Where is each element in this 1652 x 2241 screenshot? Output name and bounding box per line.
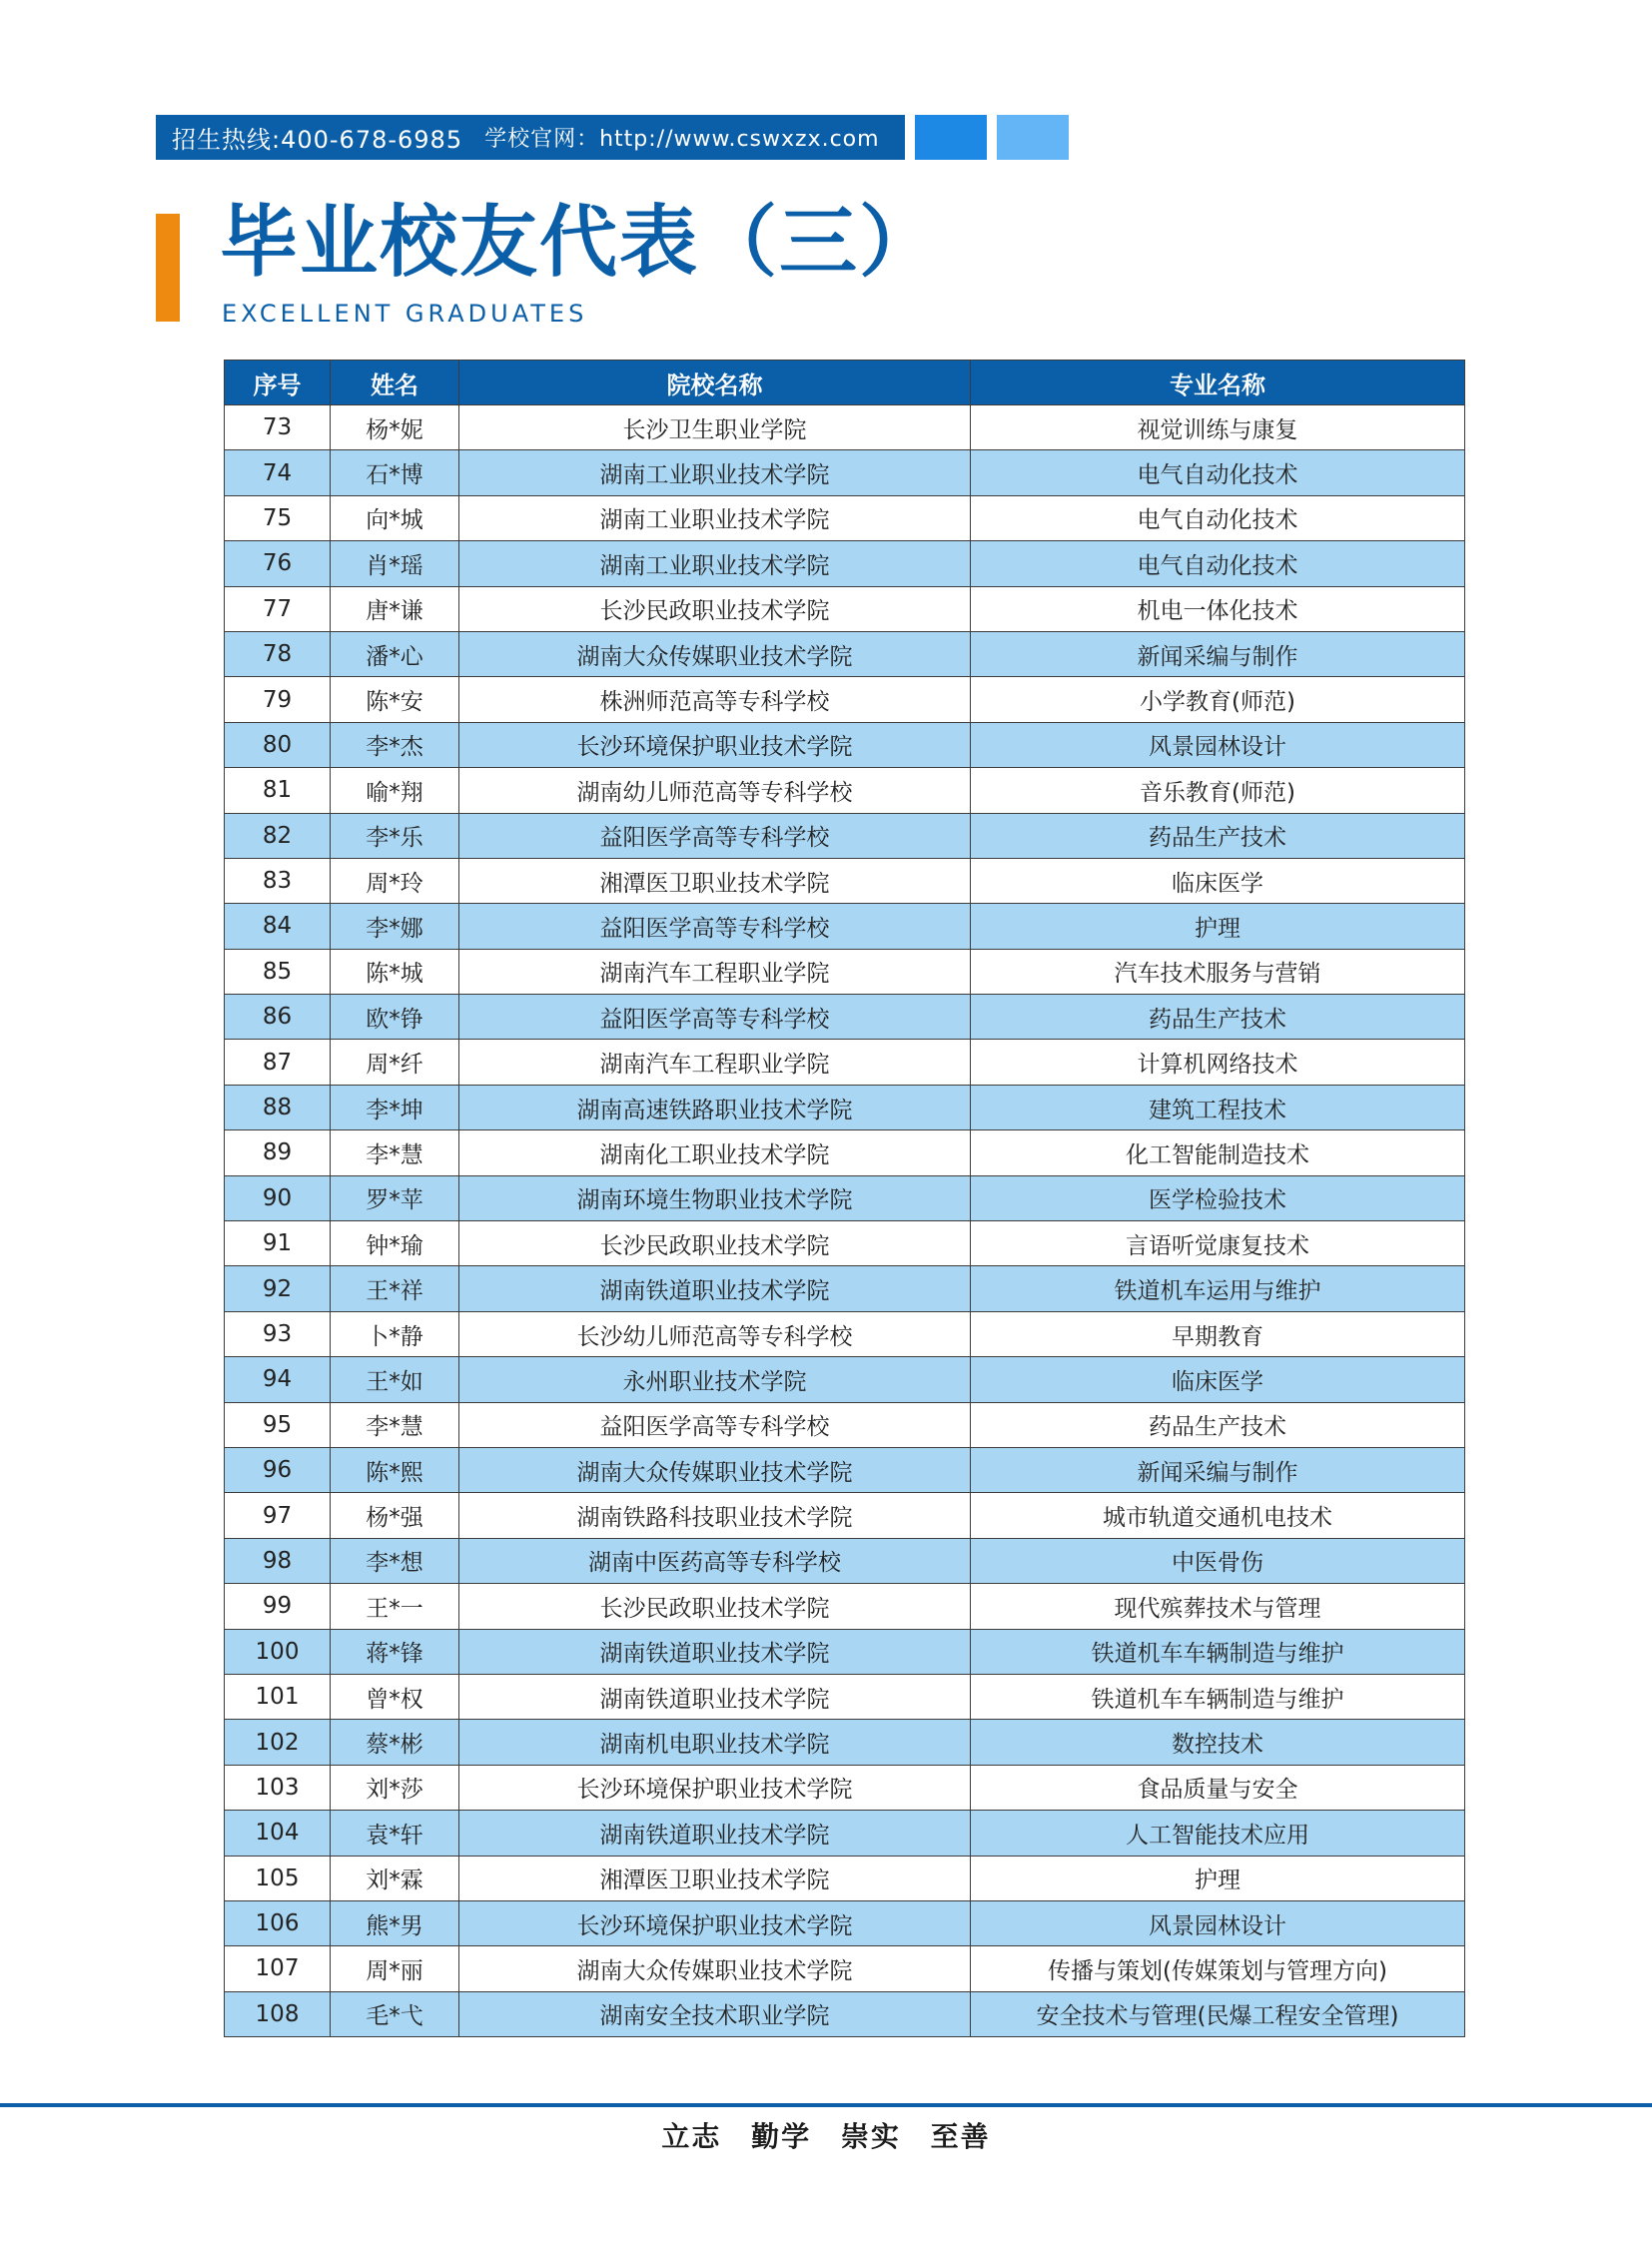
cell-index: 80 [225, 722, 331, 767]
cell-name: 杨*妮 [331, 405, 459, 450]
cell-index: 84 [225, 904, 331, 949]
cell-index: 94 [225, 1357, 331, 1402]
cell-name: 李*慧 [331, 1402, 459, 1447]
hotline-text: 招生热线:400-678-6985 [172, 126, 463, 154]
cell-name: 陈*熙 [331, 1447, 459, 1492]
cell-school: 湖南工业职业技术学院 [459, 541, 971, 586]
cell-name: 石*博 [331, 450, 459, 495]
cell-major: 铁道机车运用与维护 [971, 1266, 1465, 1311]
cell-major: 安全技术与管理(民爆工程安全管理) [971, 1991, 1465, 2036]
cell-name: 袁*轩 [331, 1811, 459, 1856]
cell-name: 潘*心 [331, 631, 459, 676]
cell-school: 益阳医学高等专科学校 [459, 813, 971, 858]
cell-school: 长沙环境保护职业技术学院 [459, 722, 971, 767]
table-row [225, 1765, 1465, 1810]
cell-major: 建筑工程技术 [971, 1085, 1465, 1129]
cell-school: 湖南铁道职业技术学院 [459, 1266, 971, 1311]
table-row [225, 1447, 1465, 1492]
table-row [225, 541, 1465, 586]
cell-name: 蒋*锋 [331, 1629, 459, 1674]
cell-school: 湖南铁路科技职业技术学院 [459, 1493, 971, 1538]
table-row [225, 1991, 1465, 2036]
cell-school: 湖南工业职业技术学院 [459, 450, 971, 495]
cell-index: 88 [225, 1085, 331, 1129]
cell-school: 长沙卫生职业学院 [459, 405, 971, 450]
cell-major: 早期教育 [971, 1311, 1465, 1356]
cell-school: 株洲师范高等专科学校 [459, 677, 971, 722]
cell-name: 陈*安 [331, 677, 459, 722]
cell-major: 汽车技术服务与营销 [971, 949, 1465, 994]
table-row [225, 1946, 1465, 1991]
cell-index: 89 [225, 1130, 331, 1175]
cell-index: 108 [225, 1991, 331, 2036]
cell-school: 长沙环境保护职业技术学院 [459, 1900, 971, 1945]
cell-index: 90 [225, 1175, 331, 1220]
cell-name: 唐*谦 [331, 586, 459, 631]
table-body [225, 405, 1465, 2037]
cell-school: 湖南汽车工程职业学院 [459, 949, 971, 994]
cell-name: 卜*静 [331, 1311, 459, 1356]
table-row [225, 949, 1465, 994]
table-row [225, 1493, 1465, 1538]
table-row [225, 1311, 1465, 1356]
cell-name: 罗*苹 [331, 1175, 459, 1220]
footer-motto: 立志 勤学 崇实 至善 [661, 2120, 991, 2153]
cell-school: 长沙民政职业技术学院 [459, 1584, 971, 1629]
cell-name: 李*杰 [331, 722, 459, 767]
cell-major: 铁道机车车辆制造与维护 [971, 1674, 1465, 1719]
table-row [225, 1629, 1465, 1674]
table-row [225, 813, 1465, 858]
cell-major: 计算机网络技术 [971, 1040, 1465, 1085]
cell-school: 长沙环境保护职业技术学院 [459, 1765, 971, 1810]
decor-block-dark [915, 115, 987, 160]
decor-block-light [997, 115, 1069, 160]
cell-major: 药品生产技术 [971, 995, 1465, 1040]
cell-index: 104 [225, 1811, 331, 1856]
table-row [225, 1900, 1465, 1945]
table-header-row [225, 361, 1465, 405]
cell-name: 周*丽 [331, 1946, 459, 1991]
cell-school: 湖南铁道职业技术学院 [459, 1674, 971, 1719]
cell-major: 新闻采编与制作 [971, 1447, 1465, 1492]
cell-school: 益阳医学高等专科学校 [459, 904, 971, 949]
cell-major: 护理 [971, 904, 1465, 949]
cell-index: 78 [225, 631, 331, 676]
cell-school: 永州职业技术学院 [459, 1357, 971, 1402]
table-row [225, 904, 1465, 949]
cell-name: 毛*弋 [331, 1991, 459, 2036]
page-title: 毕业校友代表（三） [220, 198, 940, 288]
cell-school: 湖南环境生物职业技术学院 [459, 1175, 971, 1220]
cell-name: 刘*莎 [331, 1765, 459, 1810]
cell-major: 电气自动化技术 [971, 450, 1465, 495]
cell-major: 小学教育(师范) [971, 677, 1465, 722]
cell-index: 92 [225, 1266, 331, 1311]
table-row [225, 1040, 1465, 1085]
cell-school: 益阳医学高等专科学校 [459, 995, 971, 1040]
cell-name: 王*如 [331, 1357, 459, 1402]
header-name: 姓名 [331, 361, 459, 405]
cell-name: 王*祥 [331, 1266, 459, 1311]
cell-index: 83 [225, 858, 331, 903]
cell-index: 103 [225, 1765, 331, 1810]
cell-major: 铁道机车车辆制造与维护 [971, 1629, 1465, 1674]
cell-school: 湖南安全技术职业学院 [459, 1991, 971, 2036]
cell-index: 81 [225, 768, 331, 813]
contact-banner [156, 115, 905, 160]
table-row [225, 1130, 1465, 1175]
cell-major: 音乐教育(师范) [971, 768, 1465, 813]
cell-index: 98 [225, 1538, 331, 1583]
cell-major: 药品生产技术 [971, 1402, 1465, 1447]
cell-name: 欧*铮 [331, 995, 459, 1040]
table-row [225, 586, 1465, 631]
cell-index: 106 [225, 1900, 331, 1945]
website-text: 学校官网：http://www.cswxzx.com [484, 127, 880, 152]
cell-major: 药品生产技术 [971, 813, 1465, 858]
cell-major: 城市轨道交通机电技术 [971, 1493, 1465, 1538]
table-row [225, 1538, 1465, 1583]
cell-index: 105 [225, 1856, 331, 1900]
table-row [225, 1811, 1465, 1856]
table-row [225, 1856, 1465, 1900]
table-row [225, 677, 1465, 722]
cell-major: 临床医学 [971, 858, 1465, 903]
cell-school: 湖南铁道职业技术学院 [459, 1811, 971, 1856]
cell-index: 76 [225, 541, 331, 586]
cell-name: 蔡*彬 [331, 1720, 459, 1765]
header-major: 专业名称 [971, 361, 1465, 405]
cell-name: 李*乐 [331, 813, 459, 858]
cell-name: 喻*翔 [331, 768, 459, 813]
cell-name: 陈*城 [331, 949, 459, 994]
cell-index: 73 [225, 405, 331, 450]
cell-school: 湖南中医药高等专科学校 [459, 1538, 971, 1583]
cell-index: 79 [225, 677, 331, 722]
cell-major: 中医骨伤 [971, 1538, 1465, 1583]
cell-name: 杨*强 [331, 1493, 459, 1538]
cell-index: 97 [225, 1493, 331, 1538]
table-row [225, 450, 1465, 495]
cell-school: 湘潭医卫职业技术学院 [459, 858, 971, 903]
cell-major: 电气自动化技术 [971, 541, 1465, 586]
title-accent-bar [156, 214, 180, 322]
cell-major: 视觉训练与康复 [971, 405, 1465, 450]
cell-major: 机电一体化技术 [971, 586, 1465, 631]
cell-index: 107 [225, 1946, 331, 1991]
cell-index: 101 [225, 1674, 331, 1719]
cell-index: 93 [225, 1311, 331, 1356]
table-row [225, 631, 1465, 676]
cell-school: 湖南铁道职业技术学院 [459, 1629, 971, 1674]
cell-index: 102 [225, 1720, 331, 1765]
table-row [225, 1674, 1465, 1719]
cell-index: 75 [225, 495, 331, 540]
page-subtitle: EXCELLENT GRADUATES [222, 300, 588, 328]
table-row [225, 405, 1465, 450]
table-row [225, 858, 1465, 903]
footer-rule [0, 2103, 1652, 2107]
cell-school: 湖南大众传媒职业技术学院 [459, 1946, 971, 1991]
cell-major: 言语听觉康复技术 [971, 1221, 1465, 1266]
header-school: 院校名称 [459, 361, 971, 405]
cell-index: 82 [225, 813, 331, 858]
cell-name: 周*纤 [331, 1040, 459, 1085]
cell-index: 95 [225, 1402, 331, 1447]
cell-school: 长沙民政职业技术学院 [459, 586, 971, 631]
cell-major: 风景园林设计 [971, 722, 1465, 767]
cell-major: 人工智能技术应用 [971, 1811, 1465, 1856]
table-row [225, 722, 1465, 767]
cell-major: 食品质量与安全 [971, 1765, 1465, 1810]
table-row [225, 1085, 1465, 1129]
cell-school: 长沙民政职业技术学院 [459, 1221, 971, 1266]
cell-name: 李*慧 [331, 1130, 459, 1175]
table-row [225, 495, 1465, 540]
cell-school: 湖南幼儿师范高等专科学校 [459, 768, 971, 813]
cell-school: 湖南大众传媒职业技术学院 [459, 631, 971, 676]
cell-school: 湖南机电职业技术学院 [459, 1720, 971, 1765]
cell-index: 99 [225, 1584, 331, 1629]
cell-school: 益阳医学高等专科学校 [459, 1402, 971, 1447]
table-row [225, 1720, 1465, 1765]
cell-name: 周*玲 [331, 858, 459, 903]
table-row [225, 995, 1465, 1040]
table-row [225, 1402, 1465, 1447]
cell-name: 曾*权 [331, 1674, 459, 1719]
cell-name: 李*娜 [331, 904, 459, 949]
cell-index: 86 [225, 995, 331, 1040]
cell-name: 向*城 [331, 495, 459, 540]
table-row [225, 1175, 1465, 1220]
cell-major: 数控技术 [971, 1720, 1465, 1765]
cell-school: 湖南工业职业技术学院 [459, 495, 971, 540]
cell-name: 熊*男 [331, 1900, 459, 1945]
cell-index: 74 [225, 450, 331, 495]
cell-major: 临床医学 [971, 1357, 1465, 1402]
cell-major: 现代殡葬技术与管理 [971, 1584, 1465, 1629]
cell-major: 化工智能制造技术 [971, 1130, 1465, 1175]
cell-major: 电气自动化技术 [971, 495, 1465, 540]
cell-school: 长沙幼儿师范高等专科学校 [459, 1311, 971, 1356]
cell-name: 肖*瑶 [331, 541, 459, 586]
cell-school: 湖南高速铁路职业技术学院 [459, 1085, 971, 1129]
table-row [225, 1357, 1465, 1402]
cell-major: 新闻采编与制作 [971, 631, 1465, 676]
cell-name: 李*坤 [331, 1085, 459, 1129]
table-row [225, 1584, 1465, 1629]
table-row [225, 1266, 1465, 1311]
cell-major: 传播与策划(传媒策划与管理方向) [971, 1946, 1465, 1991]
cell-index: 100 [225, 1629, 331, 1674]
header-index: 序号 [225, 361, 331, 405]
cell-major: 护理 [971, 1856, 1465, 1900]
cell-school: 湖南大众传媒职业技术学院 [459, 1447, 971, 1492]
cell-major: 风景园林设计 [971, 1900, 1465, 1945]
cell-index: 96 [225, 1447, 331, 1492]
cell-index: 77 [225, 586, 331, 631]
cell-name: 刘*霖 [331, 1856, 459, 1900]
contact-bar [156, 115, 905, 160]
table-row [225, 768, 1465, 813]
cell-school: 湘潭医卫职业技术学院 [459, 1856, 971, 1900]
cell-name: 王*一 [331, 1584, 459, 1629]
cell-major: 医学检验技术 [971, 1175, 1465, 1220]
cell-index: 91 [225, 1221, 331, 1266]
graduates-table [224, 360, 1465, 2037]
cell-name: 李*想 [331, 1538, 459, 1583]
cell-school: 湖南化工职业技术学院 [459, 1130, 971, 1175]
cell-index: 87 [225, 1040, 331, 1085]
cell-school: 湖南汽车工程职业学院 [459, 1040, 971, 1085]
table-row [225, 1221, 1465, 1266]
cell-index: 85 [225, 949, 331, 994]
cell-name: 钟*瑜 [331, 1221, 459, 1266]
